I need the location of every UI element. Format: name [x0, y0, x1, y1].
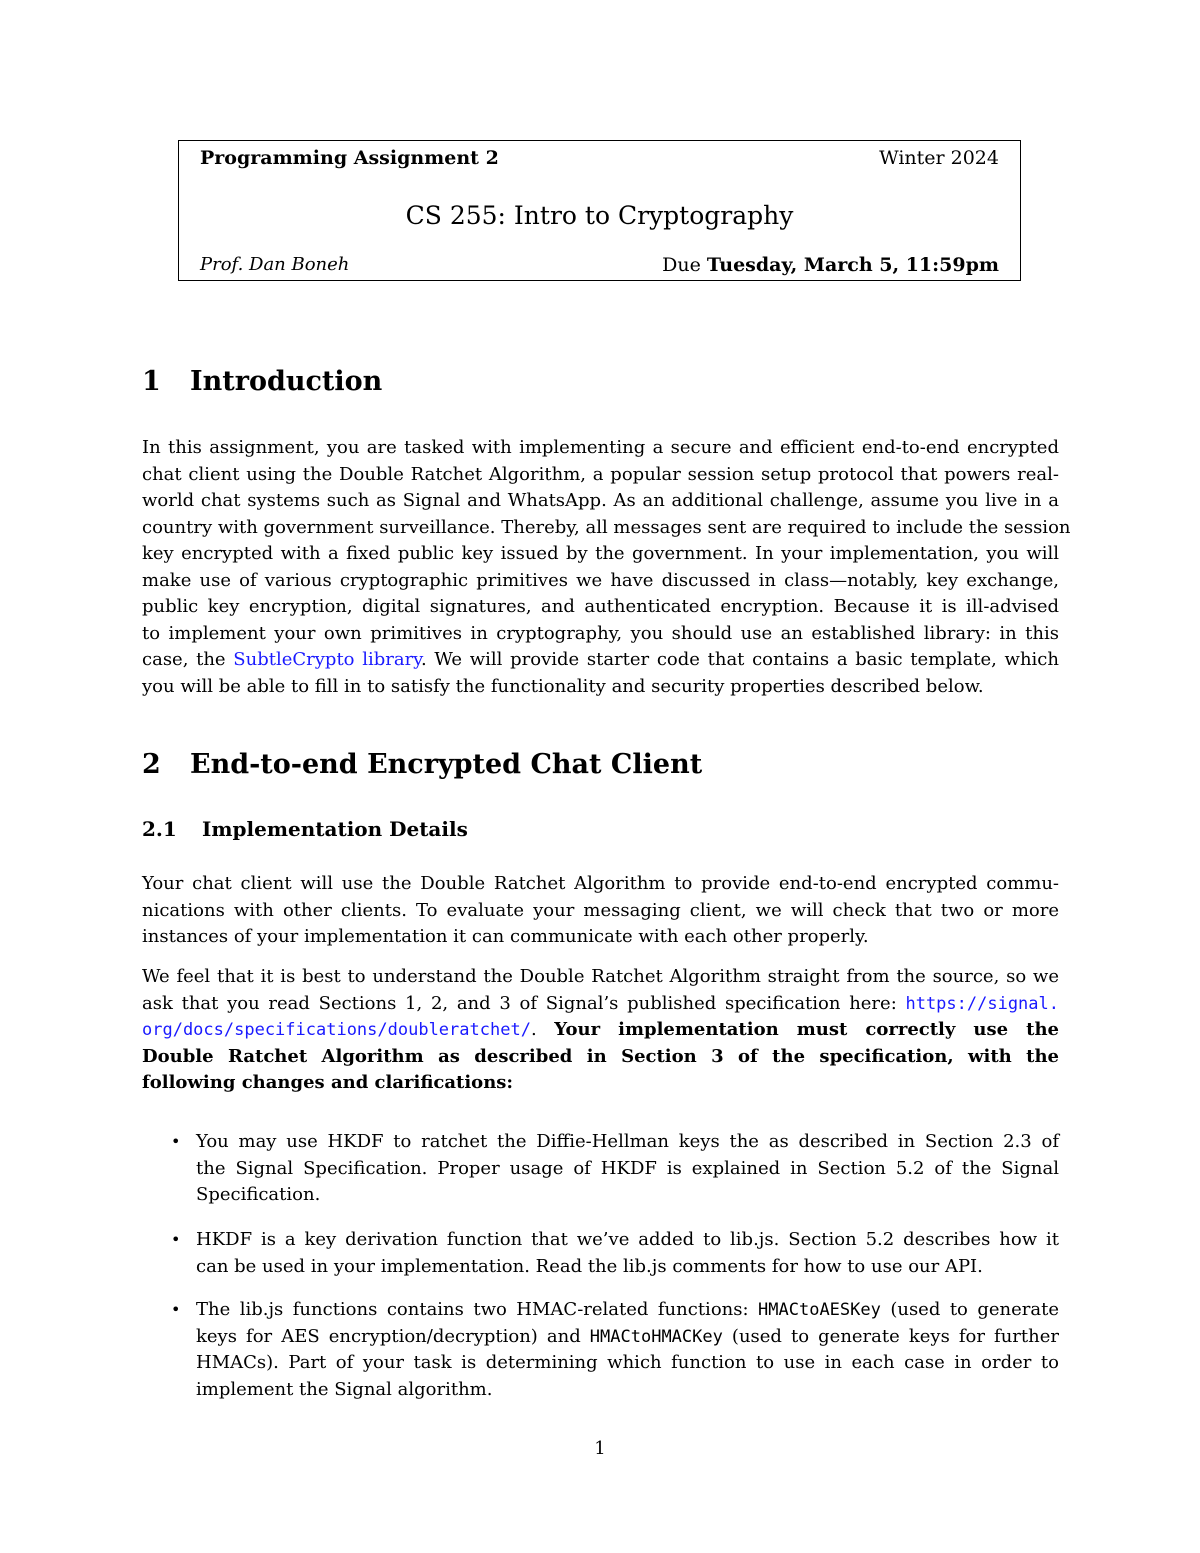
text-line: the Signal Specification. Proper usage of HKDF is explained in Section 5.2 of the Signal: [196, 1157, 1059, 1179]
text-line: following changes and clarifications:: [142, 1072, 514, 1093]
due-date: Due Tuesday, March 5, 11:59pm: [662, 254, 999, 276]
section-number: 2: [142, 749, 161, 780]
page-number: 1: [594, 1438, 606, 1459]
text-line: The lib.js functions contains two HMAC-related functions: HMACtoAESKey (used to generate: [196, 1299, 1060, 1320]
subsection-heading-implementation: [142, 817, 468, 841]
text-line: We feel that it is best to understand the Double Ratchet Algorithm straight from the source, so we: [142, 966, 1059, 987]
bullet-icon: •: [171, 1132, 181, 1151]
text-line: country with government surveillance. Thereby, all messages sent are required to include the session: [142, 516, 1071, 538]
subsection-number: 2.1: [142, 817, 177, 841]
text-line: case, the SubtleCrypto library. We will provide starter code that contains a basic template, which: [142, 649, 1059, 670]
text-line: make use of various cryptographic primitives we have discussed in class—notably, key exchange,: [142, 569, 1059, 591]
professor-name: Prof. Dan Boneh: [200, 254, 350, 275]
bullet-icon: •: [171, 1230, 181, 1249]
code-hmac-to-hmac: HMACtoHMACKey: [589, 1326, 723, 1347]
signal-spec-link-cont[interactable]: org/docs/specifications/doubleratchet/: [142, 1020, 531, 1040]
term-label: Winter 2024: [879, 147, 999, 169]
impl-paragraph-1: [142, 871, 1059, 951]
subtlecrypto-link[interactable]: SubtleCrypto library: [233, 649, 421, 670]
section-title: End-to-end Encrypted Chat Client: [190, 749, 703, 780]
text-line: public key encryption, digital signatures, and authenticated encryption. Because it is ill-advised: [142, 596, 1059, 617]
section-number: 1: [142, 366, 161, 397]
text-line: keys for AES encryption/decryption) and HMACtoHMACKey (used to generate keys for further: [196, 1325, 1059, 1347]
impl-paragraph-2: [142, 964, 1059, 1097]
assignment-title: Programming Assignment 2: [200, 147, 499, 169]
text-line: Specification.: [196, 1184, 321, 1205]
section-title: Introduction: [190, 366, 383, 397]
text-line: to implement your own primitives in cryptography, you should use an established library: in this: [142, 622, 1059, 644]
intro-paragraph: [142, 435, 1071, 700]
text-line: instances of your implementation it can communicate with each other properly.: [142, 926, 869, 947]
bullet-icon: •: [171, 1300, 181, 1319]
text-line: Your chat client will use the Double Ratchet Algorithm to provide end-to-end encrypted commu-: [142, 873, 1059, 894]
subsection-title: Implementation Details: [202, 817, 468, 841]
text-line: implement the Signal algorithm.: [196, 1378, 493, 1400]
text-line: chat client using the Double Ratchet Algorithm, a popular session setup protocol that powers real-: [142, 463, 1059, 485]
text-line: HMACs). Part of your task is determining which function to use in each case in order to: [196, 1352, 1059, 1373]
section-heading-introduction: [142, 366, 382, 397]
text-line: nications with other clients. To evaluate your messaging client, we will check that two or more: [142, 899, 1059, 921]
assignment-header-box: [178, 140, 1021, 281]
text-line: In this assignment, you are tasked with implementing a secure and efficient end-to-end encrypted: [142, 437, 1059, 458]
text-line: can be used in your implementation. Read the lib.js comments for how to use our API.: [196, 1255, 983, 1277]
text-line: org/docs/specifications/doubleratchet/. Your implementation must correctly use the: [142, 1019, 1059, 1040]
text-line: key encrypted with a fixed public key issued by the government. In your implementation, you will: [142, 543, 1059, 564]
text-line: You may use HKDF to ratchet the Diffie-Hellman keys the as described in Section 2.3 of: [196, 1131, 1059, 1152]
text-line: Double Ratchet Algorithm as described in Section 3 of the specification, with the: [142, 1045, 1059, 1067]
signal-spec-link[interactable]: https://signal.: [905, 993, 1059, 1014]
text-line: you will be able to fill in to satisfy the functionality and security properties described below.: [142, 675, 984, 697]
text-line: world chat systems such as Signal and WhatsApp. As an additional challenge, assume you live in a: [142, 490, 1059, 511]
section-heading-chat-client: [142, 749, 702, 780]
code-hmac-to-aes: HMACtoAESKey: [758, 1300, 881, 1320]
course-title: CS 255: Intro to Cryptography: [405, 201, 794, 230]
text-line: HKDF is a key derivation function that we’ve added to lib.js. Section 5.2 describes how it: [196, 1229, 1059, 1250]
text-line: ask that you read Sections 1, 2, and 3 of Signal’s published specification here: https://signal.: [142, 992, 1059, 1014]
